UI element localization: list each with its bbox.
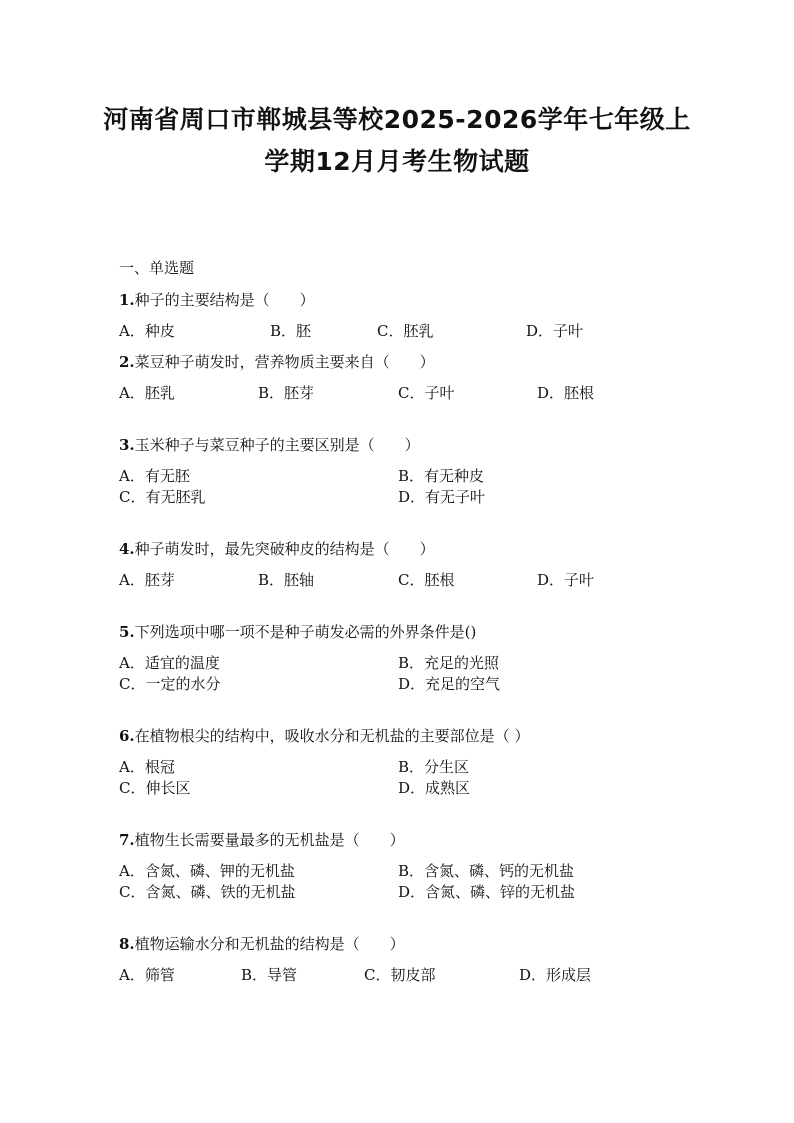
- option-c: C．子叶: [398, 384, 455, 402]
- option-d: D．含氮、磷、锌的无机盐: [398, 883, 576, 901]
- question-text: 菜豆种子萌发时，营养物质主要来自（ ）: [134, 353, 435, 371]
- question-3: [119, 435, 420, 455]
- question-text: 玉米种子与菜豆种子的主要区别是（ ）: [134, 436, 420, 454]
- question-number: 6.: [119, 727, 135, 745]
- question-number: 2.: [119, 353, 135, 371]
- question-5: [119, 622, 476, 642]
- option-b: B．有无种皮: [398, 467, 485, 485]
- option-d: D．充足的空气: [398, 675, 501, 693]
- question-text: 种子的主要结构是（ ）: [134, 291, 315, 309]
- option-a: A．适宜的温度: [119, 654, 220, 672]
- question-text: 下列选项中哪一项不是种子萌发必需的外界条件是(): [134, 623, 477, 641]
- option-c: C．有无胚乳: [119, 488, 206, 506]
- question-text: 植物运输水分和无机盐的结构是（ ）: [134, 935, 405, 953]
- question-text: 种子萌发时，最先突破种皮的结构是（ ）: [134, 540, 435, 558]
- question-number: 4.: [119, 540, 135, 558]
- option-d: D．胚根: [537, 384, 595, 402]
- question-number: 8.: [119, 935, 135, 953]
- question-number: 7.: [119, 831, 135, 849]
- option-c: C．韧皮部: [364, 966, 436, 984]
- question-text: 在植物根尖的结构中，吸收水分和无机盐的主要部位是（ ）: [134, 727, 530, 745]
- option-d: D．成熟区: [398, 779, 471, 797]
- question-6: [119, 726, 529, 746]
- option-b: B．胚芽: [258, 384, 315, 402]
- section-heading: 一、单选题: [119, 259, 195, 277]
- option-c: C．胚根: [398, 571, 455, 589]
- question-number: 5.: [119, 623, 135, 641]
- option-d: D．子叶: [537, 571, 595, 589]
- question-1: [119, 290, 315, 310]
- option-b: B．含氮、磷、钙的无机盐: [398, 862, 575, 880]
- option-b: B．充足的光照: [398, 654, 500, 672]
- option-c: C．含氮、磷、铁的无机盐: [119, 883, 296, 901]
- option-c: C．胚乳: [377, 322, 434, 340]
- option-b: B．导管: [241, 966, 298, 984]
- option-d: D．形成层: [519, 966, 592, 984]
- document-title-line-1: 河南省周口市郸城县等校2025-2026学年七年级上: [103, 105, 691, 134]
- option-a: A．种皮: [119, 322, 175, 340]
- option-a: A．筛管: [119, 966, 175, 984]
- question-number: 1.: [119, 291, 135, 309]
- question-8: [119, 934, 405, 954]
- question-text: 植物生长需要量最多的无机盐是（ ）: [134, 831, 405, 849]
- option-b: B．分生区: [398, 758, 470, 776]
- option-a: A．含氮、磷、钾的无机盐: [119, 862, 295, 880]
- question-2: [119, 352, 435, 372]
- option-a: A．根冠: [119, 758, 175, 776]
- option-d: D．有无子叶: [398, 488, 486, 506]
- document-title-line-2: 学期12月月考生物试题: [264, 147, 530, 176]
- option-a: A．胚乳: [119, 384, 175, 402]
- option-a: A．有无胚: [119, 467, 190, 485]
- option-a: A．胚芽: [119, 571, 175, 589]
- option-b: B．胚: [270, 322, 312, 340]
- question-7: [119, 830, 405, 850]
- option-d: D．子叶: [526, 322, 584, 340]
- question-number: 3.: [119, 436, 135, 454]
- option-c: C．一定的水分: [119, 675, 221, 693]
- option-b: B．胚轴: [258, 571, 315, 589]
- option-c: C．伸长区: [119, 779, 191, 797]
- question-4: [119, 539, 435, 559]
